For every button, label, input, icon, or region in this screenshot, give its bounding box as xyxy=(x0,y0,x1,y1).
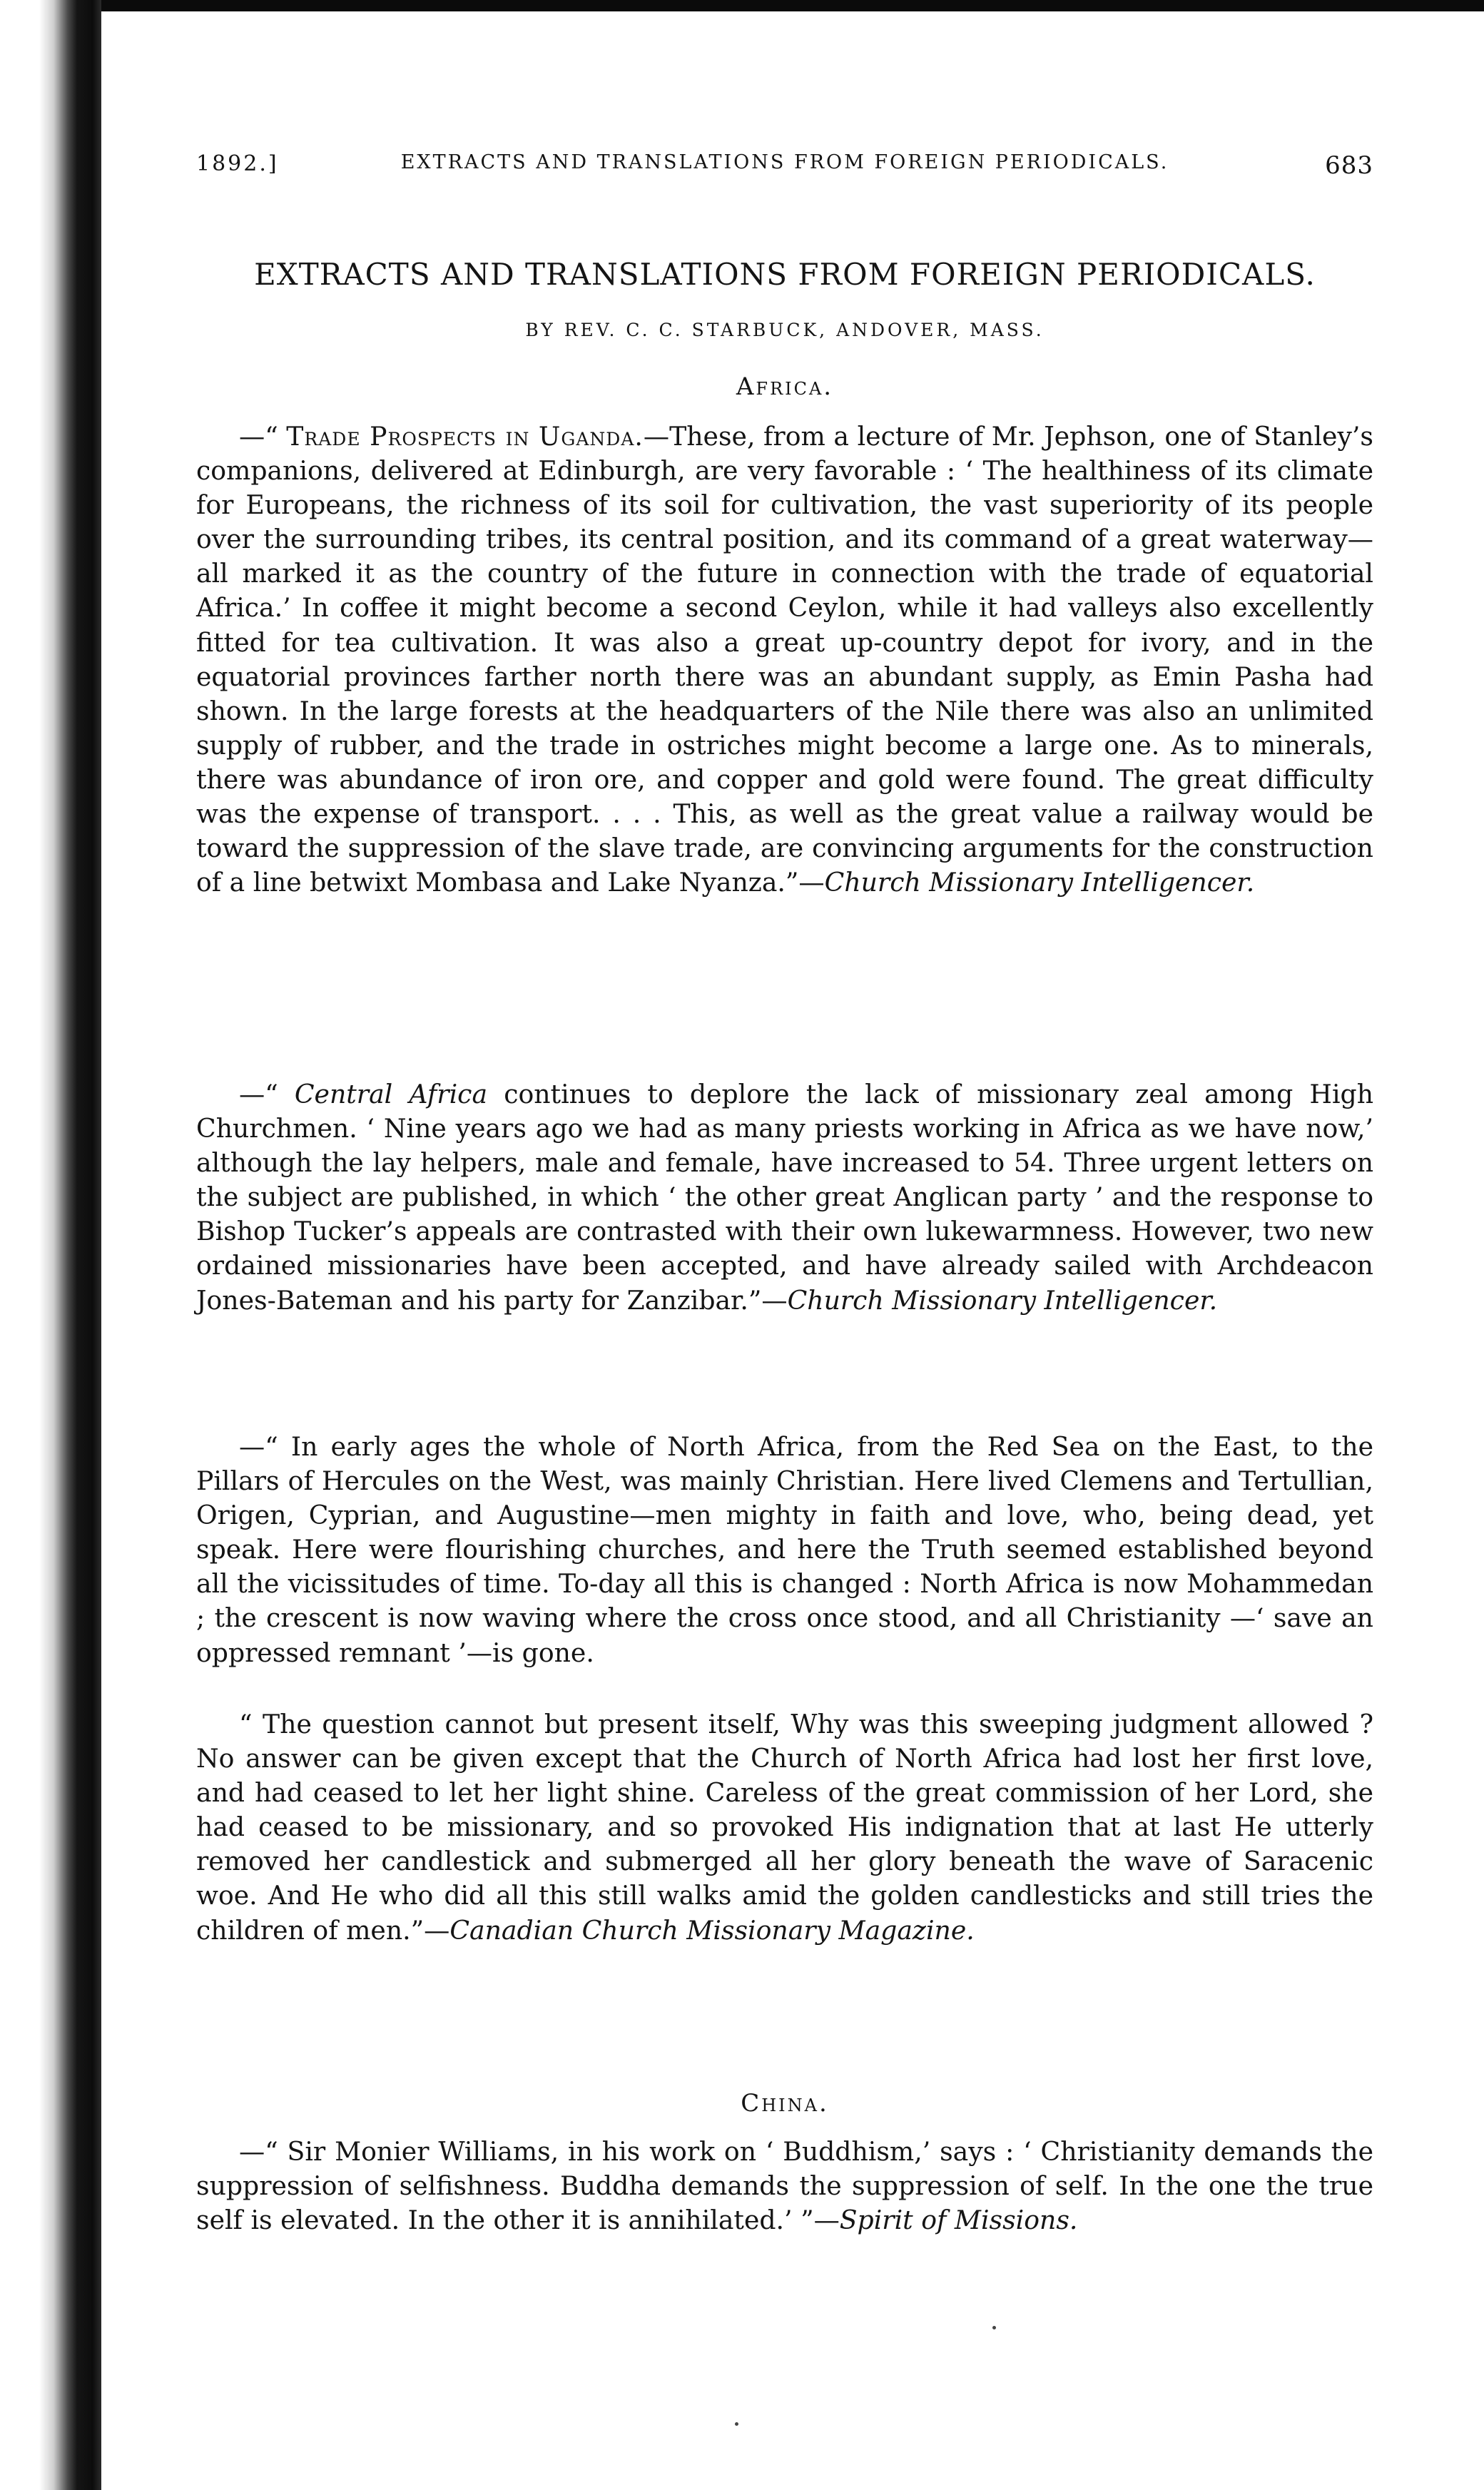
section-heading-africa: Africa. xyxy=(736,372,834,401)
page xyxy=(196,0,1373,2490)
paragraph-trade-prospects xyxy=(196,420,1373,900)
paragraph-lead: —“ xyxy=(239,1079,295,1109)
byline: BY REV. C. C. STARBUCK, ANDOVER, MASS. xyxy=(525,320,1045,340)
source-citation: Church Missionary Intelligencer. xyxy=(824,867,1255,898)
page-binding-edge xyxy=(0,0,101,2490)
article-title: EXTRACTS AND TRANSLATIONS FROM FOREIGN PERIODICALS. xyxy=(254,257,1316,292)
paragraph-central-africa xyxy=(196,1077,1373,1318)
source-citation: Spirit of Missions. xyxy=(839,2205,1078,2236)
running-head xyxy=(196,151,1373,187)
page-number: 683 xyxy=(1325,151,1373,180)
source-citation: Canadian Church Missionary Magazine. xyxy=(449,1914,975,1946)
paragraph-text: “ The question cannot but present itself, Why was this sweeping judgment allowed ? No answer can be given except that the Church of North Africa had lost her first love, and had ceased to let her light shine. Careless of the great commission of her Lord, she had ceased to be missionary, and so provoked His indignation that at last He utterly removed her candlestick and submerged all her glory beneath the wave of Saracenic woe. And He who did all this still walks amid the golden candlesticks and still tries the children of men.”— xyxy=(196,1709,1373,1946)
paragraph-text: —These, from a lecture of Mr. Jephson, one of Stanley’s companions, delivered at Edinburgh, are very favorable : ‘ The healthiness of its climate for Europeans, the richness of its soil for cultivation, the vast superiority of its people over the surrounding tribes, its central position, and its command of a great waterway—all marked it as the country of the future in connection with the trade of equatorial Africa.’ In coffee it might become a second Ceylon, while it had valleys also excellently fitted for tea cultivation. It was also a great up-country depot for ivory, and in the equatorial provinces farther north there was an abundant supply, as Emin Pasha had shown. In the large forests at the headquarters of the Nile there was also an unlimited supply of rubber, and the trade in ostriches might become a large one. As to minerals, there was abundance of iron ore, and copper and gold were found. The great difficulty was the expense of transport. . . . This, as well as the great value a railway would be toward the suppression of the slave trade, are convincing arguments for the construction of a line betwixt Mombasa and Lake Nyanza.”— xyxy=(196,421,1373,898)
paragraph-judgment xyxy=(196,1707,1373,1948)
print-speck xyxy=(992,2326,996,2329)
section-heading-china: China. xyxy=(741,2089,829,2118)
print-speck xyxy=(735,2422,738,2426)
paragraph-north-africa: —“ In early ages the whole of North Africa, from the Red Sea on the East, to the Pillars of Hercules on the West, was mainly Christian. Here lived Clemens and Tertullian, Origen, Cyprian, and Augustine—men mighty in faith and love, who, being dead, yet speak. Here were flourishing churches, and here the Truth seemed established beyond all the vicissitudes of time. To-day all this is changed : North Africa is now Mohammedan ; the crescent is now waving where the cross once stood, and all Christianity —‘ save an oppressed remnant ’—is gone. xyxy=(196,1431,1373,1668)
source-citation: Church Missionary Intelligencer. xyxy=(787,1284,1218,1316)
running-head-year: 1892.] xyxy=(196,151,279,176)
paragraph-buddhism xyxy=(196,2135,1373,2237)
paragraph-text: continues to deplore the lack of missionary zeal among High Churchmen. ‘ Nine years ago we had as many priests working in Africa as we have now,’ although the lay helpers, male and female, have increased to 54. Three urgent letters on the subject are published, in which ‘ the other great Anglican party ’ and the response to Bishop Tucker’s appeals are contrasted with their own lukewarmness. However, two new ordained missionaries have been accepted, and have already sailed with Archdeacon Jones-Bateman and his party for Zanzibar.”— xyxy=(196,1079,1374,1316)
paragraph-lead: —“ xyxy=(239,421,287,452)
periodical-title: Central Africa xyxy=(294,1079,488,1109)
paragraph-heading-uganda: Trade Prospects in Uganda. xyxy=(286,421,644,452)
running-head-title: EXTRACTS AND TRANSLATIONS FROM FOREIGN PERIODICALS. xyxy=(400,151,1169,173)
paragraph-text: —“ Sir Monier Williams, in his work on ‘ Buddhism,’ says : ‘ Christianity demands the suppression of selfishness. Buddha demands the suppression of self. In the one the true self is elevated. In the other it is annihilated.’ ”— xyxy=(196,2136,1373,2236)
